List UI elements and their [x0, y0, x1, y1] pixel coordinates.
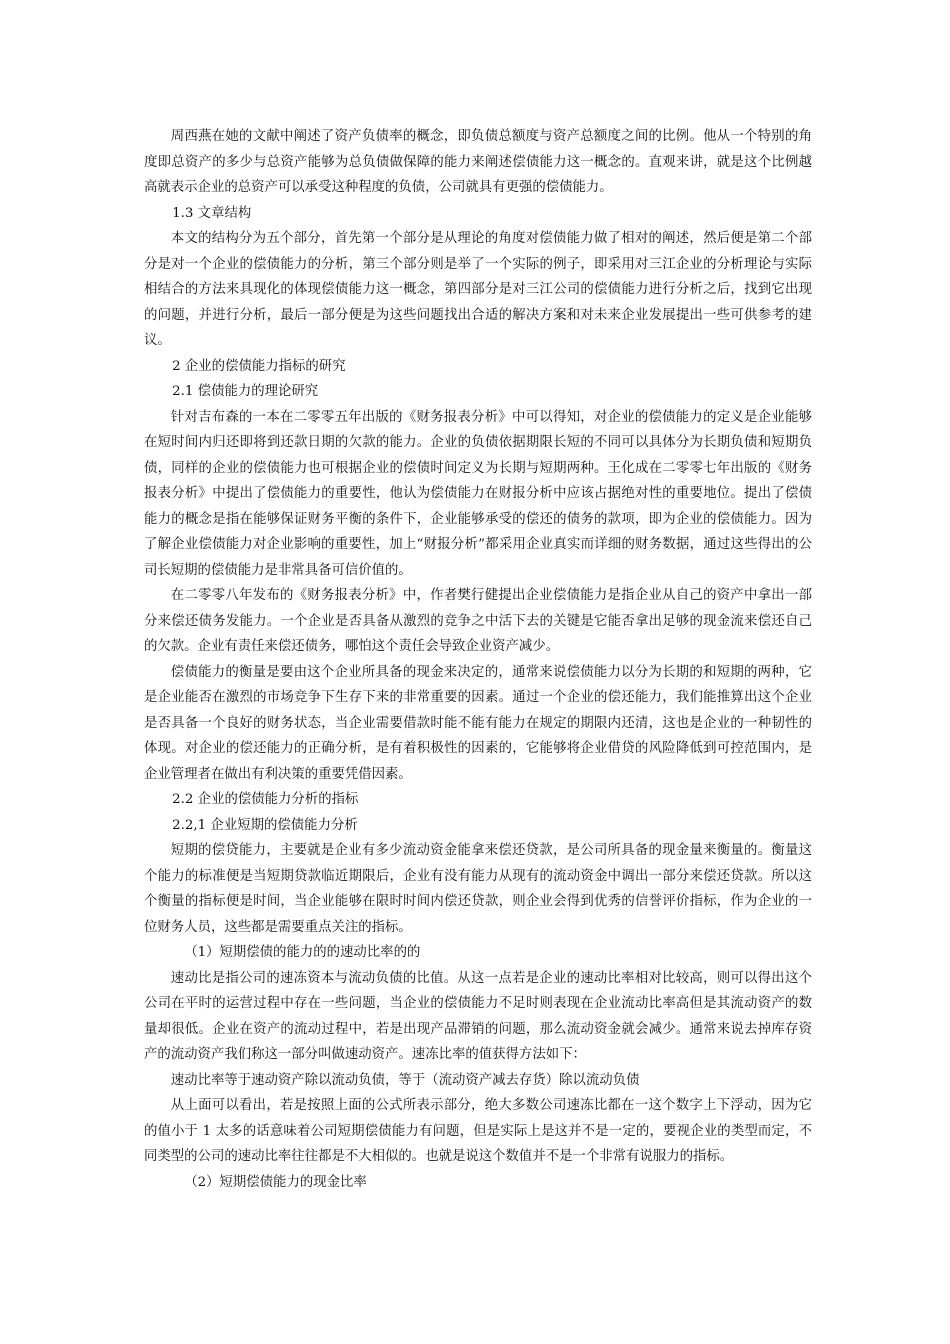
- paragraph: 偿债能力的衡量是要由这个企业所具备的现金来决定的，通常来说偿债能力以分为长期的和短期的两种，它是企业能否在激烈的市场竞争下生存下来的非常重要的因素。通过一个企业的偿还能力，我们能推算出这个企业是否具备一个良好的财务状态，当企业需要借款时能不能有能力在规定的期限内还清，这也是企业的一种韧性的体现。对企业的偿还能力的正确分析，是有着积极性的因素的，它能够将企业借贷的风险降低到可控范围内，是企业管理者在做出有利决策的重要凭借因素。: [144, 664, 812, 782]
- item-heading: （1）短期偿债的能力的的速动比率的的: [184, 945, 421, 960]
- document-page: [144, 124, 812, 1195]
- chapter-heading: 2 企业的偿债能力指标的研究: [172, 358, 346, 374]
- paragraph: 周西燕在她的文献中阐述了资产负债率的概念，即负债总额度与资产总额度之间的比例。他从一个特别的角度即总资产的多少与总资产能够为总负债做保障的能力来阐述偿债能力这一概念的。直观来讲，就是这个比例越高就表示企业的总资产可以承受这种程度的负债，公司就具有更强的偿债能力。: [144, 129, 812, 195]
- paragraph: 在二零零八年发布的《财务报表分析》中，作者樊行健提出企业偿债能力是指企业从自己的资产中拿出一部分来偿还债务发能力。一个企业是否具备从激烈的竞争之中活下去的关键是它能否拿出足够的现金流来偿还自己的欠款。企业有责任来偿还债务，哪怕这个责任会导致企业资产减少。: [144, 588, 812, 654]
- paragraph: 针对吉布森的一本在二零零五年出版的《财务报表分析》中可以得知，对企业的偿债能力的定义是企业能够在短时间内归还即将到还款日期的欠款的能力。企业的负债依据期限长短的不同可以具体分为长期负债和短期负债，同样的企业的偿债能力也可根据企业的偿债时间定义为长期与短期两种。王化成在二零零七年出版的《财务报表分析》中提出了偿债能力的重要性，他认为偿债能力在财报分析中应该占据绝对性的重要地位。提出了偿债能力的概念是指在能够保证财务平衡的条件下，企业能够承受的偿还的债务的款项，即为企业的偿债能力。因为了解企业偿债能力对企业影响的重要性，加上“财报分析”都采用企业真实而详细的财务数据，通过这些得出的公司长短期的偿债能力是非常具备可信价值的。: [144, 409, 812, 578]
- paragraph: 速动比是指公司的速冻资本与流动负债的比值。从这一点若是企业的速动比率相对比较高，则可以得出这个公司在平时的运营过程中存在一些问题，当企业的偿债能力不足时则表现在企业流动比率高但是其流动资产的数量却很低。企业在资产的流动过程中，若是出现产品滞销的问题，那么流动资金就会减少。通常来说去掉库存资产的流动资产我们称这一部分叫做速动资产。速冻比率的值获得方法如下：: [144, 970, 812, 1062]
- paragraph: 短期的偿贷能力，主要就是企业有多少流动资金能拿来偿还贷款，是公司所具备的现金量来衡量的。衡量这个能力的标准便是当短期贷款临近期限后，企业有没有能力从现有的流动资金中调出一部分来偿还贷款。所以这个衡量的指标便是时间，当企业能够在限时时间内偿还贷款，则企业会得到优秀的信誉评价指标，作为企业的一位财务人员，这些都是需要重点关注的指标。: [144, 843, 812, 935]
- formula-paragraph: 速动比率等于速动资产除以流动负债，等于（流动资产减去存货）除以流动负债: [170, 1072, 640, 1088]
- paragraph: 从上面可以看出，若是按照上面的公式所表示部分，绝大多数公司速冻比都在一这个数字上下浮动，因为它的值小于 1 太多的话意味着公司短期偿债能力有问题，但是实际上是这并不是一定的，要视企业的类型而定，不同类型的公司的速动比率往往都是不大相似的。也就是说这个数值并不是一个非常有说服力的指标。: [144, 1098, 812, 1164]
- section-heading: 1.3 文章结构: [172, 205, 252, 221]
- section-heading: 2.2 企业的偿债能力分析的指标: [172, 792, 359, 807]
- subsection-heading: 2.2,1 企业短期的偿债能力分析: [172, 817, 358, 833]
- paragraph: 本文的结构分为五个部分，首先第一个部分是从理论的角度对偿债能力做了相对的阐述，然后便是第二个部分是对一个企业的偿债能力的分析，第三个部分则是举了一个实际的例子，即采用对三江企业的分析理论与实际相结合的方法来具现化的体现偿债能力这一概念，第四部分是对三江公司的偿债能力进行分析之后，找到它出现的问题，并进行分析，最后一部分便是为这些问题找出合适的解决方案和对未来企业发展提出一些可供参考的建议。: [144, 231, 812, 348]
- section-heading: 2.1 偿债能力的理论研究: [172, 384, 319, 399]
- item-heading: （2）短期偿债能力的现金比率: [184, 1174, 367, 1190]
